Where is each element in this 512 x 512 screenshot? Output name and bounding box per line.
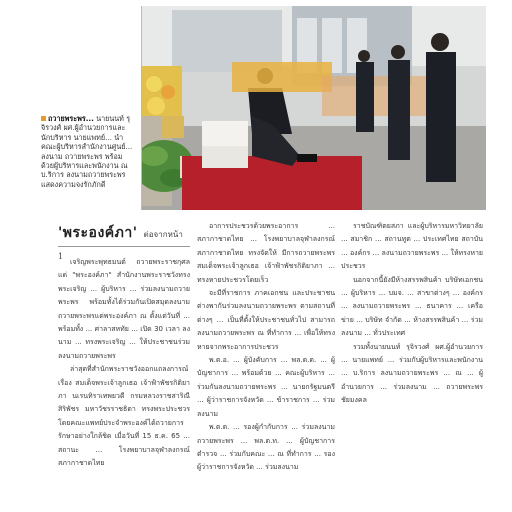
paragraph: พ.ต.อ. ... ผู้บังคับการ ... พล.ต.ต. ... ผู้บัญชาการ ... พร้อมด้วย ... คณะผู้บริหาร ... ร่วมกันลงนามถวายพระพร ... นายกรัฐมนตรี ... ผู้ว่าราชการจังหวัด ... ข้าราชการ ... ร่วมลงนาม [197, 356, 335, 418]
article-column-1 [58, 256, 190, 471]
news-photo [141, 6, 486, 210]
paragraph: นอกจากนี้ยังมีห้างสรรพสินค้า บริษัทเอกชน ... ผู้บริหาร ... บมจ. ... สาขาต่างๆ ... องค์กร ... ลงนามถวายพระพร ... ธนาคาร ... เครือข่าย ... บริษัท จำกัด ... ห้างสรรพสินค้า ... ร่วมลงนาม ... ทั่วประเทศ [341, 275, 483, 338]
headline-rule [58, 246, 190, 247]
caption-head: ถวายพระพร... [48, 114, 94, 123]
paragraph: จะมีที่ราชการ ภาคเอกชน และประชาชน ต่างพากันร่วมลงนามถวายพระพร ตามสถานที่ต่างๆ ... เป็นที่ตั้งให้ประชาชนทั่วไป สามารถลงนามถวายพระพร ณ ที่ทำการ ... เพื่อให้ทรงหายจากพระอาการประชวร [197, 289, 335, 351]
caption-marker [41, 116, 46, 121]
paragraph: ราชบัณฑิตยสภา และผู้บริหารมหาวิทยาลัย ... สมาชิก ... สถานทูต ... ประเทศไทย สถาบัน ... องค์กร ... ลงนามถวายพระพร ... ให้ทรงหายประชวร [341, 222, 483, 271]
continued-label: ต่อจากหน้า 1 [58, 230, 183, 261]
paragraph: เจริญพระพุทธมนต์ ถวายพระราชกุศลแด่ "พระองค์ภา" สำนักงานพระราชวังทรงพระเจริญ ... ผู้บริหาร ... ร่วมลงนามถวายพระพร พร้อมทั้งได้ร่วมกันเปิดสมุดลงนามถวายพระพรแด่พระองค์ภา ณ ตั้งแต่วันที่ ... พร้อมทั้ง ... ศาลาสหทัย ... เปิด 30 เวลา ลงนาม ... ทรงพระเจริญ ... ให้ประชาชนร่วมลงนามถวายพระพร [58, 258, 190, 360]
article-column-2 [197, 220, 335, 475]
photo-caption [35, 112, 135, 191]
headline-title: 'พระองค์ภา' [58, 225, 138, 241]
article-column-3 [341, 220, 483, 408]
paragraph: อาการประชวรด้วยพระอาการ ... สภากาชาดไทย ... โรงพยาบาลจุฬาลงกรณ์ สภากาชาดไทย ทรงจัดให้ มีการถวายพระพร สมเด็จพระเจ้าลูกเธอ เจ้าฟ้าพัชรกิติยาภา ... ทรงหายประชวรโดยเร็ว [197, 222, 335, 284]
paragraph: ล่าสุดที่สำนักพระราชวังออกแถลงการณ์เรื่อง สมเด็จพระเจ้าลูกเธอ เจ้าฟ้าพัชรกิติยาภา นเรนทิราเทพยวดี กรมหลวงราชสาริณี สิริพัชร มหาวัชรราชธิดา ทรงพระประชวร โดยคณะแพทย์ประจำพระองค์ได้ถวายการรักษาอย่างใกล้ชิด เมื่อวันที่ 15 ธ.ค. 65 ... สถานะ ... โรงพยาบาลจุฬาลงกรณ์ สภากาชาดไทย [58, 365, 190, 468]
paragraph: รวมทั้งนายนนท์ รุจิรวงศ์ ผศ.ผู้อำนวยการ ... นายแพทย์ ... ร่วมกับผู้บริหารและพนักงาน ... บ.ริการ ลงนามถวายพระพร ... ณ ... ผู้อำนวยการ ... ร่วมลงนาม ... ถวายพระพรชัยมงคล [341, 342, 483, 405]
photo-illustration [142, 6, 486, 210]
signing-table [202, 121, 248, 149]
caption-body: นายนนท์ รุจิรวงศ์ ผศ.ผู้อำนวยการและนักบริหาร นายแพทย์... นำคณะผู้บริหารสำนักงานศูนย์... ลงนาม ถวายพระพร พร้อมด้วยผู้บริหารและพนักงาน ณ บ.ริการ ลงนามถวายพระพร แสดงความจงรักภักดี [41, 114, 133, 189]
paragraph: พ.ต.ต. ... รองผู้กำกับการ ... ร่วมลงนามถวายพระพร ... พล.ต.ท. ... ผู้บัญชาการตำรวจ ... ร่วมกับคณะ ... ณ ที่ทำการ ... รองผู้ว่าราชการจังหวัด ... ร่วมลงนาม [197, 423, 335, 472]
flower-stand [232, 62, 332, 92]
